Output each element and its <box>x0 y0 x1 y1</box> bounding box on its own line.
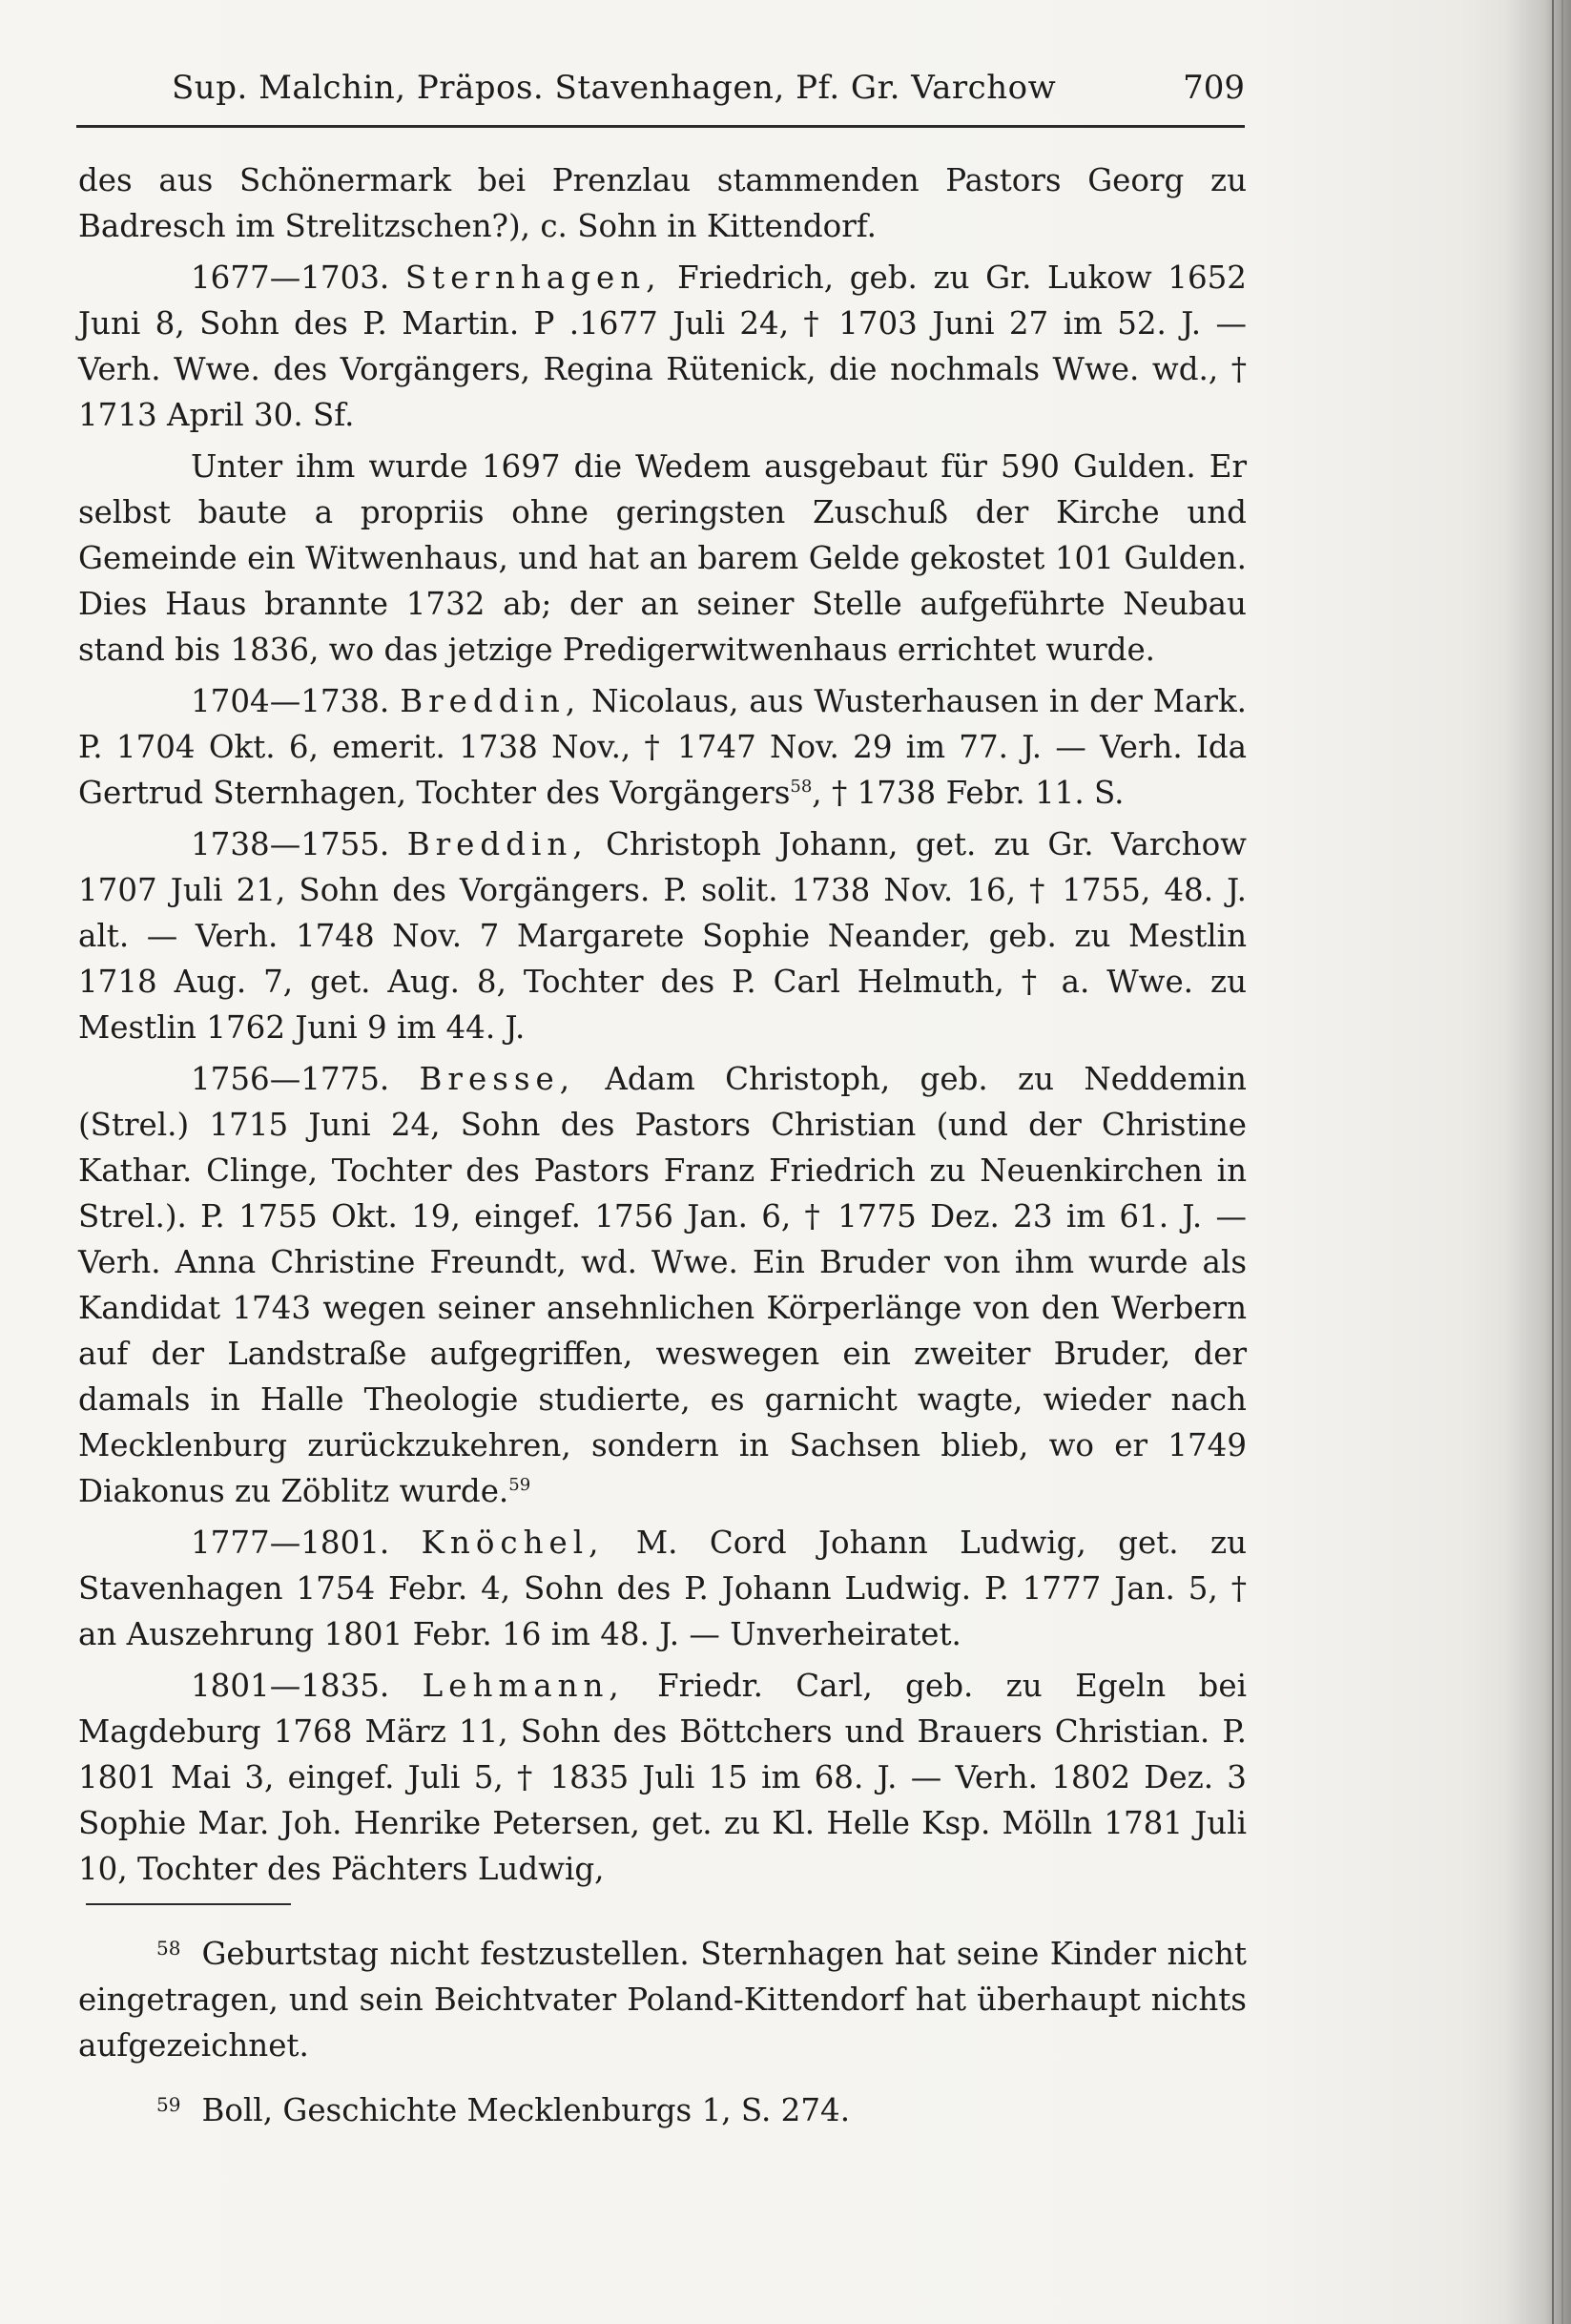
footnote-ref-59[interactable]: 59 <box>508 1475 531 1495</box>
entry-years: 1738—1755. <box>191 826 390 862</box>
entry-years: 1704—1738. <box>191 683 390 719</box>
entry-lehmann <box>78 1663 1247 1892</box>
header-rule <box>76 125 1245 128</box>
footnote-text: Boll, Geschichte Mecklenburgs 1, S. 274. <box>201 2092 851 2128</box>
entry-breddin-christoph <box>78 821 1247 1050</box>
paragraph-continuation <box>78 157 1247 249</box>
paragraph-text: des aus Schönermark bei Prenzlau stammenden Pastors Georg zu Badresch im Strelitzschen?), c. Sohn in Kittendorf. <box>78 162 1247 244</box>
entry-breddin-nicolaus <box>78 678 1247 816</box>
entry-name: Sternhagen, <box>404 259 662 296</box>
running-header <box>76 69 1245 126</box>
footnote-rule <box>86 1903 291 1905</box>
entry-text: Adam Christoph, geb. zu Neddemin (Strel.) 1715 Juni 24, Sohn des Pastors Christian (und der Christine Kathar. Clinge, Tochter des Pastors Franz Friedrich zu Neuenkirchen in Strel.). P. 1755 Okt. 19, eingef. 1756 Jan. 6, † 1775 Dez. 23 im 61. J. — Verh. Anna Christine Freundt, wd. Wwe. Ein Bruder von ihm wurde als Kandidat 1743 wegen seiner ansehnlichen Körperlänge von den Werbern auf der Landstraße aufgegriffen, weswegen ein zweiter Bruder, der damals in Halle Theologie studierte, es garnicht wagte, wieder nach Mecklenburg zurückzukehren, sondern in Sachsen blieb, wo er 1749 Diakonus zu Zöblitz wurde. <box>78 1061 1247 1509</box>
spine-edge-line <box>1552 0 1554 2324</box>
entry-knoechel <box>78 1520 1247 1657</box>
entry-years: 1677—1703. <box>191 259 390 296</box>
footnote-text: Geburtstag nicht festzustellen. Sternhagen hat seine Kinder nicht eingetragen, und sein Beichtvater Poland-Kittendorf hat überhaupt nichts aufgezeichnet. <box>78 1936 1247 2064</box>
footnote-58 <box>78 1925 1247 2068</box>
footnote-number: 58 <box>156 1937 181 1960</box>
entry-name: Lehmann, <box>422 1668 625 1704</box>
entry-text: Nicolaus, aus Wusterhausen in der Mark. P. 1704 Okt. 6, emerit. 1738 Nov., † 1747 Nov. 29 im 77. J. — Verh. Ida Gertrud Sternhagen, Tochter des Vorgängers <box>78 683 1247 811</box>
paragraph-text: Unter ihm wurde 1697 die Wedem ausgebaut für 590 Gulden. Er selbst baute a propriis ohne geringsten Zuschuß der Kirche und Gemeinde ein Witwenhaus, und hat an barem Gelde gekostet 101 Gulden. Dies Haus brannte 1732 ab; der an seiner Stelle aufgeführte Neubau stand bis 1836, wo das jetzige Predigerwitwenhaus errichtet wurde. <box>78 448 1247 668</box>
entry-years: 1777—1801. <box>191 1525 390 1561</box>
entry-text: Christoph Johann, get. zu Gr. Varchow 1707 Juli 21, Sohn des Vorgängers. P. solit. 1738 Nov. 16, † 1755, 48. J. alt. — Verh. 1748 Nov. 7 Margarete Sophie Neander, geb. zu Mestlin 1718 Aug. 7, get. Aug. 8, Tochter des P. Carl Helmuth, † a. Wwe. zu Mestlin 1762 Juni 9 im 44. J. <box>78 826 1247 1046</box>
spine-edge-line <box>1561 0 1563 2324</box>
entry-years: 1756—1775. <box>191 1061 390 1097</box>
entry-name: Breddin, <box>400 683 582 719</box>
entry-name: Knöchel, <box>421 1525 605 1561</box>
footnote-ref-58[interactable]: 58 <box>790 777 813 797</box>
page-number: 709 <box>1183 69 1245 107</box>
entry-text-after: , † 1738 Febr. 11. S. <box>812 775 1125 811</box>
main-text <box>78 157 1247 1892</box>
entry-years: 1801—1835. <box>191 1668 390 1704</box>
footnotes <box>78 1925 1247 2133</box>
entry-bresse <box>78 1056 1247 1514</box>
entry-name: Breddin, <box>406 826 589 862</box>
entry-text: M. Cord Johann Ludwig, get. zu Stavenhagen 1754 Febr. 4, Sohn des P. Johann Ludwig. P. 1777 Jan. 5, † an Auszehrung 1801 Febr. 16 im 48. J. — Unverheiratet. <box>78 1525 1247 1652</box>
entry-sternhagen <box>78 255 1247 438</box>
header-title: Sup. Malchin, Präpos. Stavenhagen, Pf. Gr. Varchow <box>172 69 1057 107</box>
footnote-59 <box>78 2082 1247 2133</box>
footnote-number: 59 <box>156 2093 181 2116</box>
paragraph-wedem <box>78 444 1247 673</box>
entry-text: Friedr. Carl, geb. zu Egeln bei Magdeburg 1768 März 11, Sohn des Böttchers und Brauers Christian. P. 1801 Mai 3, eingef. Juli 5, † 1835 Juli 15 im 68. J. — Verh. 1802 Dez. 3 Sophie Mar. Joh. Henrike Petersen, get. zu Kl. Helle Ksp. Mölln 1781 Juli 10, Tochter des Pächters Ludwig, <box>78 1668 1247 1887</box>
entry-name: Bresse, <box>419 1061 576 1097</box>
entry-text: Friedrich, geb. zu Gr. Lukow 1652 Juni 8, Sohn des P. Martin. P .1677 Juli 24, † 1703 Juni 27 im 52. J. — Verh. Wwe. des Vorgängers, Regina Rütenick, die nochmals Wwe. wd., † 1713 April 30. Sf. <box>78 259 1247 433</box>
